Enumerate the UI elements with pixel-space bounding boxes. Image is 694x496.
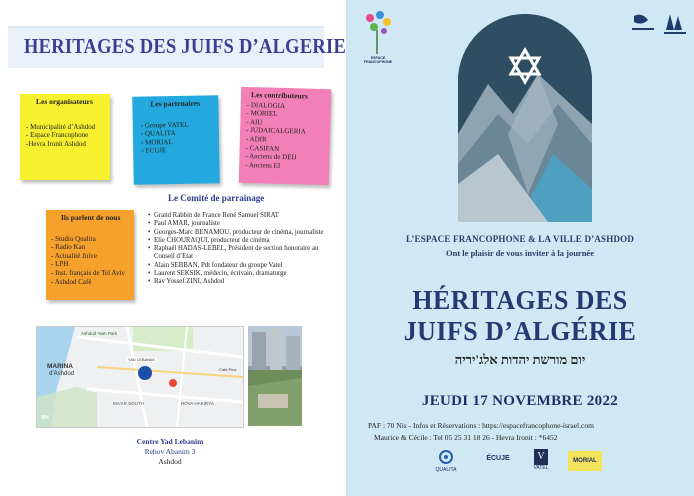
invite-line2: Ont le plaisir de vous inviter à la journée [446,248,594,258]
building-photo-graphic [248,326,302,426]
event-title-line2: JUIFS D’ALGÉRIE [403,316,637,346]
left-title: HERITAGES DES JUIFS D’ALGERIE [24,34,346,58]
map-label-yad: YAD LEBANIM [128,357,155,362]
left-page [0,0,346,496]
list-item: - MORIAL [140,137,173,147]
list-item: - Espace Francophone [26,131,89,140]
list-item: -Hevra Ironit Ashdod [26,139,86,148]
map-label-marina2: d’Ashdod [49,371,75,377]
star-of-david-arch [458,14,592,222]
comite-heading: Le Comité de parrainage [168,193,265,203]
list-item: - LPH [51,260,69,269]
list-item: • Paul AMAR, journaliste [148,220,338,228]
location-map [36,326,244,428]
event-title-hebrew: יום מורשת יהדות אלג'יריה [454,352,586,367]
info-contacts: Maurice & Cécile : Tel 05 25 31 18 26 - Hevra Ironit : *6452 [374,433,558,442]
map-label-yam: Ashdod-Yam Park [81,331,118,336]
municipality-logos [628,12,688,37]
note-contributeurs [239,87,331,185]
map-label-cafe: Café Plus [219,367,237,372]
list-item: • Raphaël HADAS-LEBEL, Président de section honoraire au Conseil d’Etat [148,245,338,262]
mountain-illustration [458,14,592,222]
sponsor-ecuje [480,455,516,479]
event-date: JEUDI 17 NOVEMBRE 2022 [421,393,619,409]
note-parlent-de-nous [46,210,134,300]
sponsor-label: VATEL [533,465,549,471]
map-label-rova: ROVA HAKIRYA [181,401,214,406]
note-parlent-heading: Ils parlent de nous [61,213,121,222]
note-organisateurs [20,94,110,180]
map-label-mh: MH [41,415,49,421]
list-item: • Rav Yossef ZINI, Ashdod [148,278,338,286]
right-page [346,0,694,496]
list-item: - Actualité Juive [51,251,97,260]
list-item: - ADIR [245,134,267,144]
sponsor-label: MORIAL [573,458,597,464]
event-title-line1: HÉRITAGES DES [412,285,628,315]
invite-line1: L’ESPACE FRANCOPHONE & LA VILLE D’ASHDOD [405,234,635,244]
note-partenaires [132,95,220,184]
vatel-logo-icon: V [534,449,548,465]
flower-logo-icon [360,8,394,58]
list-item: - AIU [246,117,263,127]
list-item: - Radio Kan [51,243,86,252]
list-item: • Georges-Marc BENAMOU, producteur de cinéma, journaliste [148,229,338,237]
list-item: - ECUJE [141,146,167,155]
sponsor-vatel [526,449,556,473]
comite-list [148,212,338,287]
address-line2: Rehov Abanim 3 [144,447,196,456]
list-item: - Anciens EI [245,160,281,170]
address-line3: Ashdod [158,457,182,466]
qualita-logo-icon [438,449,454,465]
list-item: • Grand Rabbin de France René Samuel SIRAT [148,212,338,220]
address-line1: Centre Yad Lebanim [136,437,204,446]
list-item: - Ashdod Café [51,277,92,286]
map-label-marina: MARINA [47,363,73,370]
list-item: - Groupe VATEL [140,120,189,130]
info-reservations: PAF : 70 Nis - Infos et Réservations : https://espacefrancophone-israel.com [368,421,594,430]
list-item: • Alain SEBBAN, Pdt fondateur du groupe Vatel [148,262,338,270]
list-item: - MORIEL [246,109,278,118]
list-item: - Studio Qualita [51,234,96,243]
espace-francophone-logo [360,8,394,68]
list-item: • Elie CHOURAQUI, producteur de cinéma [148,237,338,245]
sponsor-label: ÉCUJE [486,455,510,462]
left-title-banner [8,26,346,68]
sponsor-label: QUALITA [435,467,457,473]
map-graphic [37,327,243,427]
list-item: - Anciens de DEIJ [245,152,297,162]
list-item: - DIALOGIA [246,100,286,110]
ashdod-logo-icon [628,12,688,36]
list-item: - Municipalité d’Ashdod [26,122,96,131]
list-item: - CASIFAN [245,143,280,153]
sponsor-logos [426,449,666,477]
note-contributeurs-heading: Les contributeurs [250,90,309,101]
espace-francophone-label: ESPACE FRANCOPHONE [363,56,393,64]
list-item: • Laurent SEKSIK, médecin, écrivain, dramaturge [148,270,338,278]
map-label-south: MA'AR SOUTH [113,401,144,406]
note-organisateurs-heading: Les organisateurs [36,97,93,106]
list-item: - QUALITA [140,129,176,138]
sponsor-qualita [426,449,466,473]
list-item: - Inst. français de Tel Aviv [51,268,125,277]
venue-address [100,437,240,467]
note-partenaires-heading: Les partenaires [150,98,201,109]
sponsor-morial [568,451,602,471]
building-photo [248,326,302,426]
list-item: - JUDAICALGERIA [246,126,306,136]
